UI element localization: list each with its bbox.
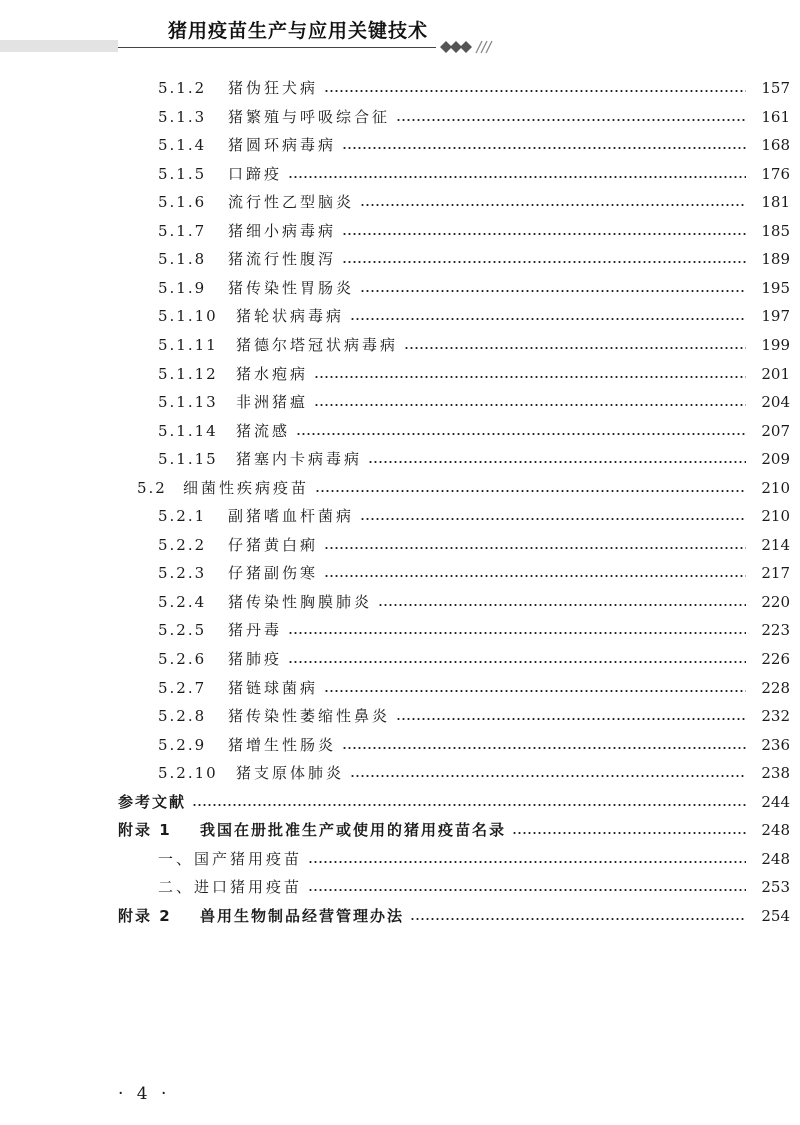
toc-entry-number: 5.1.13 — [158, 393, 218, 412]
toc-entry-number: 5.1.10 — [158, 307, 218, 326]
toc-entry-title: 兽用生物制品经营管理办法 — [200, 906, 405, 925]
toc-entry-number: 5.1.8 — [158, 250, 207, 269]
toc-entry-title: 猪伪狂犬病 — [228, 79, 319, 97]
toc-entry-title: 非洲猪瘟 — [236, 393, 309, 412]
toc-entry-number: 5.2.6 — [158, 650, 207, 668]
toc-leader-dots — [342, 233, 746, 235]
toc-entry[interactable] — [158, 160, 790, 188]
toc-entry-number: 5.1.12 — [158, 364, 218, 383]
toc-entry-number: 5.2.2 — [158, 535, 207, 554]
toc-entry-number: 5.2.9 — [158, 735, 207, 754]
toc-entry-page: 254 — [761, 906, 790, 925]
toc-entry-page: 244 — [761, 792, 790, 811]
toc-leader-dots — [324, 690, 746, 692]
toc-entry-title: 猪肺疫 — [228, 650, 283, 668]
toc-entry[interactable] — [158, 217, 790, 245]
toc-entry-title: 一、国产猪用疫苗 — [158, 849, 303, 868]
toc-entry[interactable] — [158, 131, 790, 159]
toc-entry[interactable] — [158, 388, 790, 416]
toc-entry-page: 210 — [761, 507, 790, 526]
toc-entry-number: 5.1.14 — [158, 421, 218, 440]
toc-entry-page: 176 — [761, 164, 790, 183]
toc-entry-page: 209 — [761, 450, 790, 469]
toc-entry-page: 189 — [761, 250, 790, 269]
toc-entry-title: 猪传染性胃肠炎 — [228, 278, 355, 297]
toc-leader-dots — [308, 889, 746, 891]
toc-entry-title: 猪流行性腹泻 — [228, 250, 337, 269]
toc-entry-title: 猪德尔塔冠状病毒病 — [236, 335, 399, 354]
toc-leader-dots — [324, 547, 746, 549]
toc-entry[interactable] — [158, 588, 790, 616]
toc-entry[interactable] — [158, 845, 790, 873]
toc-entry-page: 168 — [761, 136, 790, 155]
toc-entry-page: 204 — [761, 393, 790, 412]
toc-entry-page: 181 — [761, 193, 790, 212]
toc-entry-page: 248 — [761, 821, 790, 840]
toc-entry-page: 214 — [761, 535, 790, 554]
toc-entry-number: 附录 1 — [118, 821, 172, 840]
toc-entry-title: 猪链球菌病 — [228, 678, 319, 697]
toc-entry[interactable] — [158, 731, 790, 759]
toc-leader-dots — [368, 461, 746, 463]
toc-entry[interactable] — [158, 103, 790, 131]
toc-leader-dots — [288, 176, 746, 178]
toc-entry-number: 5.2.7 — [158, 678, 207, 697]
toc-leader-dots — [308, 861, 746, 863]
toc-entry-number: 5.2 — [137, 478, 167, 497]
toc-entry-number: 5.2.1 — [158, 507, 207, 526]
toc-leader-dots — [314, 376, 746, 378]
toc-entry-number: 5.1.3 — [158, 107, 207, 126]
toc-leader-dots — [378, 604, 746, 606]
toc-leader-dots — [396, 718, 746, 720]
toc-entry-title: 口蹄疫 — [228, 164, 283, 183]
toc-entry-page: 228 — [761, 678, 790, 697]
toc-entry-title: 猪传染性胸膜肺炎 — [228, 592, 373, 611]
toc-entry-title: 流行性乙型脑炎 — [228, 193, 355, 212]
toc-entry[interactable] — [158, 559, 790, 587]
toc-entry-title: 仔猪副伤寒 — [228, 564, 319, 583]
toc-entry[interactable] — [158, 616, 790, 644]
toc-entry-page: 236 — [761, 735, 790, 754]
toc-leader-dots — [512, 832, 746, 834]
toc-entry-page: 161 — [761, 107, 790, 126]
toc-entry[interactable] — [158, 417, 790, 445]
toc-entry-number: 5.1.2 — [158, 79, 207, 97]
page-number: · 4 · — [118, 1084, 171, 1104]
toc-leader-dots — [350, 775, 746, 777]
toc-entry-page: 201 — [761, 364, 790, 383]
toc-leader-dots — [360, 518, 746, 520]
toc-entry-number: 5.2.8 — [158, 707, 207, 726]
toc-entry[interactable] — [158, 759, 790, 787]
toc-entry-number: 5.2.5 — [158, 621, 207, 640]
toc-entry-number: 5.1.11 — [158, 335, 218, 354]
toc-entry[interactable] — [158, 302, 790, 330]
toc-entry-title: 参考文献 — [118, 792, 187, 811]
toc-entry-number: 5.1.15 — [158, 450, 218, 469]
toc-leader-dots — [396, 119, 746, 121]
toc-entry-title: 二、进口猪用疫苗 — [158, 878, 303, 897]
toc-entry-title: 猪水疱病 — [236, 364, 309, 383]
toc-entry[interactable] — [118, 788, 790, 816]
toc-leader-dots — [342, 147, 746, 149]
toc-entry[interactable] — [158, 502, 790, 530]
toc-entry[interactable] — [158, 702, 790, 730]
toc-leader-dots — [296, 433, 746, 435]
toc-entry[interactable] — [118, 816, 790, 844]
toc-leader-dots — [360, 204, 746, 206]
toc-entry[interactable] — [158, 74, 790, 102]
toc-leader-dots — [324, 90, 746, 92]
toc-leader-dots — [360, 290, 746, 292]
toc-entry-page: 157 — [761, 79, 790, 97]
toc-entry-page: 199 — [761, 335, 790, 354]
toc-leader-dots — [288, 632, 746, 634]
toc-leader-dots — [288, 661, 746, 663]
toc-leader-dots — [314, 404, 746, 406]
toc-entry-title: 猪支原体肺炎 — [236, 764, 345, 783]
toc-entry-title: 我国在册批准生产或使用的猪用疫苗名录 — [200, 821, 507, 840]
toc-entry-title: 猪圆环病毒病 — [228, 136, 337, 155]
toc-entry[interactable] — [137, 474, 790, 502]
toc-entry-page: 197 — [761, 307, 790, 326]
toc-entry-page: 226 — [761, 650, 790, 668]
toc-entry-title: 猪流感 — [236, 421, 291, 440]
toc-entry-number: 5.1.6 — [158, 193, 207, 212]
toc-leader-dots — [192, 804, 746, 806]
toc-leader-dots — [404, 347, 746, 349]
toc-entry-title: 细菌性疾病疫苗 — [183, 478, 310, 497]
toc-entry-number: 5.2.10 — [158, 764, 218, 783]
toc-entry-number: 5.1.9 — [158, 278, 207, 297]
toc-entry-title: 猪塞内卡病毒病 — [236, 450, 363, 469]
toc-entry-page: 185 — [761, 221, 790, 240]
toc-entry-title: 猪繁殖与呼吸综合征 — [228, 107, 391, 126]
toc-entry-title: 副猪嗜血杆菌病 — [228, 507, 355, 526]
toc-entry-page: 253 — [761, 878, 790, 897]
toc-entry-page: 232 — [761, 707, 790, 726]
toc-entry-page: 195 — [761, 278, 790, 297]
toc-leader-dots — [410, 918, 746, 920]
toc-entry-page: 238 — [761, 764, 790, 783]
toc-entry-title: 仔猪黄白痢 — [228, 535, 319, 554]
toc-entry-number: 5.1.4 — [158, 136, 207, 155]
toc-entry[interactable] — [158, 360, 790, 388]
toc-entry[interactable] — [158, 188, 790, 216]
toc-entry[interactable] — [158, 873, 790, 901]
toc-entry[interactable] — [158, 331, 790, 359]
toc-entry-title: 猪传染性萎缩性鼻炎 — [228, 707, 391, 726]
toc-entry-number: 5.2.4 — [158, 592, 207, 611]
toc-leader-dots — [342, 747, 746, 749]
toc-entry[interactable] — [158, 674, 790, 702]
running-header-title: 猪用疫苗生产与应用关键技术 — [168, 20, 429, 42]
toc-leader-dots — [324, 575, 746, 577]
toc-entry-number: 附录 2 — [118, 906, 172, 925]
toc-entry-page: 210 — [761, 478, 790, 497]
toc-entry[interactable] — [158, 274, 790, 302]
toc-entry-page: 207 — [761, 421, 790, 440]
toc-entry-number: 5.1.5 — [158, 164, 207, 183]
toc-entry-title: 猪轮状病毒病 — [236, 307, 345, 326]
toc-entry-page: 217 — [761, 564, 790, 583]
toc-entry[interactable] — [158, 245, 790, 273]
toc-entry-page: 220 — [761, 592, 790, 611]
toc-leader-dots — [315, 490, 746, 492]
toc-entry-number: 5.1.7 — [158, 221, 207, 240]
toc-entry[interactable] — [118, 902, 790, 930]
toc-entry[interactable] — [158, 445, 790, 473]
toc-entry-title: 猪丹毒 — [228, 621, 283, 640]
toc-entry[interactable] — [158, 645, 790, 673]
toc-entry-number: 5.2.3 — [158, 564, 207, 583]
toc-entry-page: 223 — [761, 621, 790, 640]
toc-leader-dots — [350, 318, 746, 320]
toc-entry[interactable] — [158, 531, 790, 559]
toc-leader-dots — [342, 261, 746, 263]
toc-entry-page: 248 — [761, 849, 790, 868]
toc-entry-title: 猪增生性肠炎 — [228, 735, 337, 754]
toc-entry-title: 猪细小病毒病 — [228, 221, 337, 240]
